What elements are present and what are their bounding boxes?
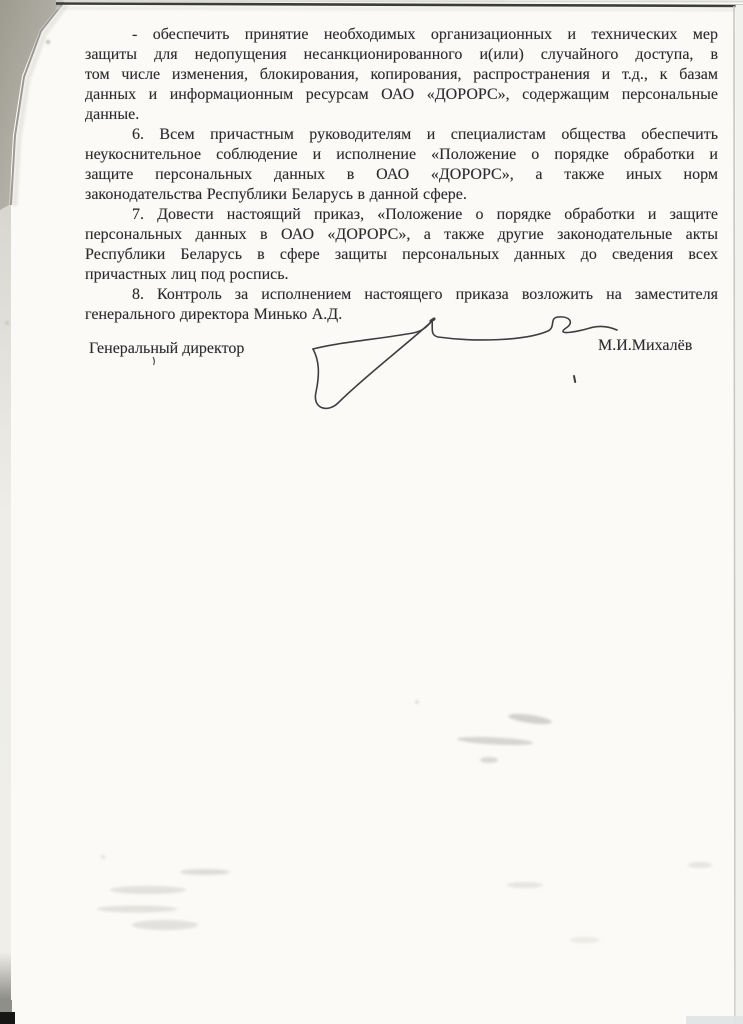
signature-stroke bbox=[313, 317, 617, 409]
scan-margin-right bbox=[736, 5, 743, 1024]
scan-edge-left bbox=[0, 0, 11, 1024]
document-line: защиты для недопущения несанкционированного и(или) случайного доступа, в bbox=[85, 46, 718, 63]
document-line: генерального директора Минько А.Д. bbox=[85, 306, 343, 323]
scan-edge-right bbox=[734, 6, 735, 1024]
document-line: неукоснительное соблюдение и исполнение «Положение о порядке обработки и bbox=[85, 146, 718, 163]
paragraph-clause-6 bbox=[85, 125, 718, 205]
document-line: - обеспечить принятие необходимых организационных и технических мер bbox=[132, 26, 718, 43]
signer-name: М.И.Михалёв bbox=[598, 337, 693, 354]
pen-artifact bbox=[153, 357, 154, 365]
paragraph-protective-measures bbox=[85, 25, 718, 125]
document-line: Республики Беларусь в сфере защиты персональных данных до сведения всех bbox=[85, 246, 718, 263]
signer-title: Генеральный директор bbox=[89, 340, 245, 357]
scan-edge-top-shadow bbox=[56, 8, 743, 10]
paragraph-clause-8 bbox=[85, 285, 718, 325]
page-corner-shadow bbox=[15, 4, 67, 206]
document-line: 7. Довести настоящий приказ, «Положение о порядке обработки и защите bbox=[132, 206, 718, 223]
scan-corner-top-left bbox=[0, 0, 64, 210]
document-line: 6. Всем причастным руководителям и специалистам общества обеспечить bbox=[132, 126, 718, 143]
document-line: данных и информационным ресурсам ОАО «ДОРОРС», содержащим персональные bbox=[85, 86, 718, 103]
document-line: том числе изменения, блокирования, копирования, распространения и т.д., к базам bbox=[85, 66, 718, 83]
page-corner-edge-line bbox=[11, 2, 64, 205]
scan-corner-gray-bottom-left bbox=[0, 1000, 12, 1014]
document-line: данные. bbox=[85, 106, 140, 123]
document-line: причастных лиц под роспись. bbox=[85, 266, 289, 283]
document-line: защите персональных данных в ОАО «ДОРОРС», а также иных норм bbox=[85, 166, 718, 183]
document-line: 8. Контроль за исполнением настоящего приказа возложить на заместителя bbox=[132, 286, 718, 303]
document-line: законодательства Республики Беларусь в данной сфере. bbox=[85, 186, 467, 203]
scan-band-bottom-right bbox=[686, 1016, 743, 1024]
document-line: персональных данных в ОАО «ДОРОРС», а также другие законодательные акты bbox=[85, 226, 718, 243]
paragraph-clause-7 bbox=[85, 205, 718, 285]
main-text bbox=[85, 25, 718, 325]
signature bbox=[295, 312, 625, 422]
scan-edge-top bbox=[56, 4, 743, 7]
scan-corner-mark-bottom-left bbox=[0, 1012, 15, 1024]
scan-edge-top-halo bbox=[56, 1, 743, 2]
